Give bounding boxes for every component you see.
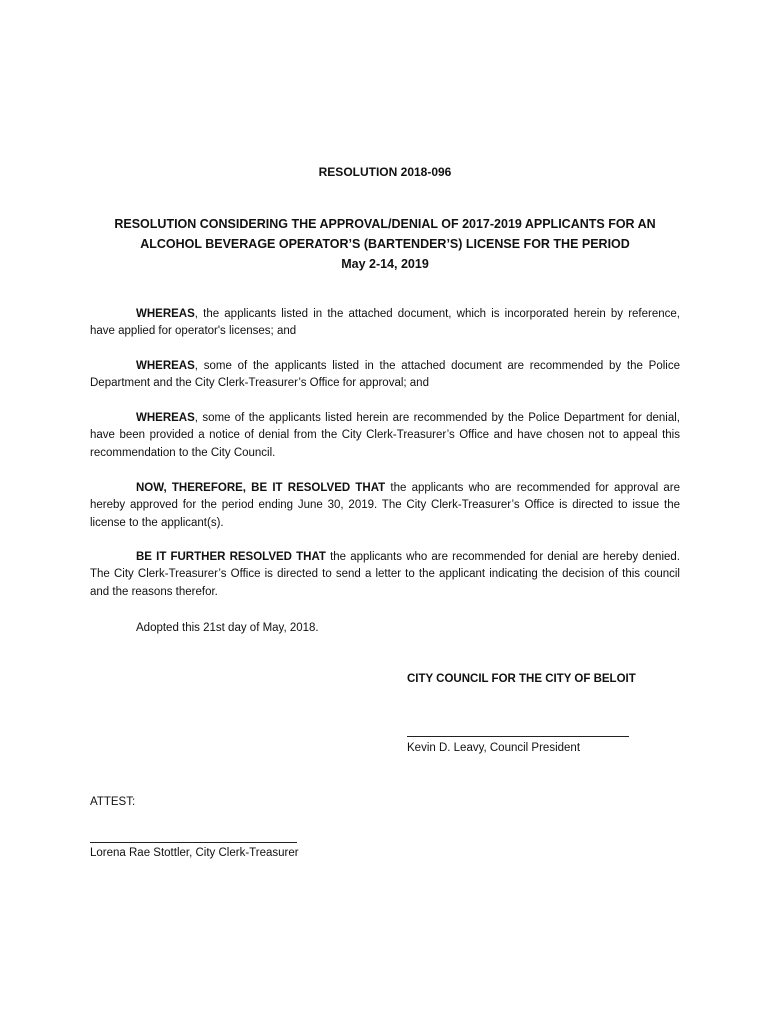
whereas-paragraph-1: [90, 306, 680, 341]
attest-label: ATTEST:: [90, 796, 136, 808]
clerk-signature-line: [90, 842, 297, 843]
resolution-number: RESOLUTION 2018-096: [318, 165, 452, 179]
clerk-signature-name: Lorena Rae Stottler, City Clerk-Treasurer: [90, 847, 299, 859]
title-line-3: May 2-14, 2019: [341, 257, 429, 271]
paragraph-text: , some of the applicants listed herein are recommended by the Police Department for denial, have been provided a notice of denial from the City Clerk-Treasurer’s Office and have chosen not to appeal this recommendation to the City Council.: [90, 412, 680, 459]
whereas-paragraph-3: [90, 410, 680, 462]
council-heading: CITY COUNCIL FOR THE CITY OF BELOIT: [407, 673, 636, 685]
resolution-title: [90, 214, 680, 274]
paragraph-lead: NOW, THEREFORE, BE IT RESOLVED THAT: [136, 482, 386, 494]
paragraph-text: the applicants who are recommended for denial are hereby denied. The City Clerk-Treasurer’s Office is directed to send a letter to the applicant indicating the decision of this council and the reasons therefor.: [90, 551, 680, 598]
president-signature-name: Kevin D. Leavy, Council President: [407, 742, 581, 754]
further-resolved-paragraph: [90, 549, 680, 601]
adopted-date: Adopted this 21st day of May, 2018.: [136, 622, 319, 634]
title-line-1: RESOLUTION CONSIDERING THE APPROVAL/DENIAL OF 2017-2019 APPLICANTS FOR AN: [114, 217, 656, 231]
title-line-2: ALCOHOL BEVERAGE OPERATOR’S (BARTENDER’S) LICENSE FOR THE PERIOD: [140, 237, 630, 251]
paragraph-lead: BE IT FURTHER RESOLVED THAT: [136, 551, 326, 563]
paragraph-text: the applicants who are recommended for approval are hereby approved for the period ending June 30, 2019. The City Clerk-Treasurer’s Office is directed to issue the license to the applicant(s).: [90, 482, 680, 529]
paragraph-lead: WHEREAS: [136, 360, 195, 372]
whereas-paragraph-2: [90, 358, 680, 393]
paragraph-text: , some of the applicants listed in the attached document are recommended by the Police Department and the City Clerk-Treasurer’s Office for approval; and: [90, 360, 680, 390]
president-signature-line: [407, 736, 629, 737]
paragraph-lead: WHEREAS: [136, 308, 195, 320]
resolved-paragraph: [90, 480, 680, 532]
paragraph-lead: WHEREAS: [136, 412, 195, 424]
paragraph-text: , the applicants listed in the attached document, which is incorporated herein by reference, have applied for operator's licenses; and: [90, 308, 680, 338]
